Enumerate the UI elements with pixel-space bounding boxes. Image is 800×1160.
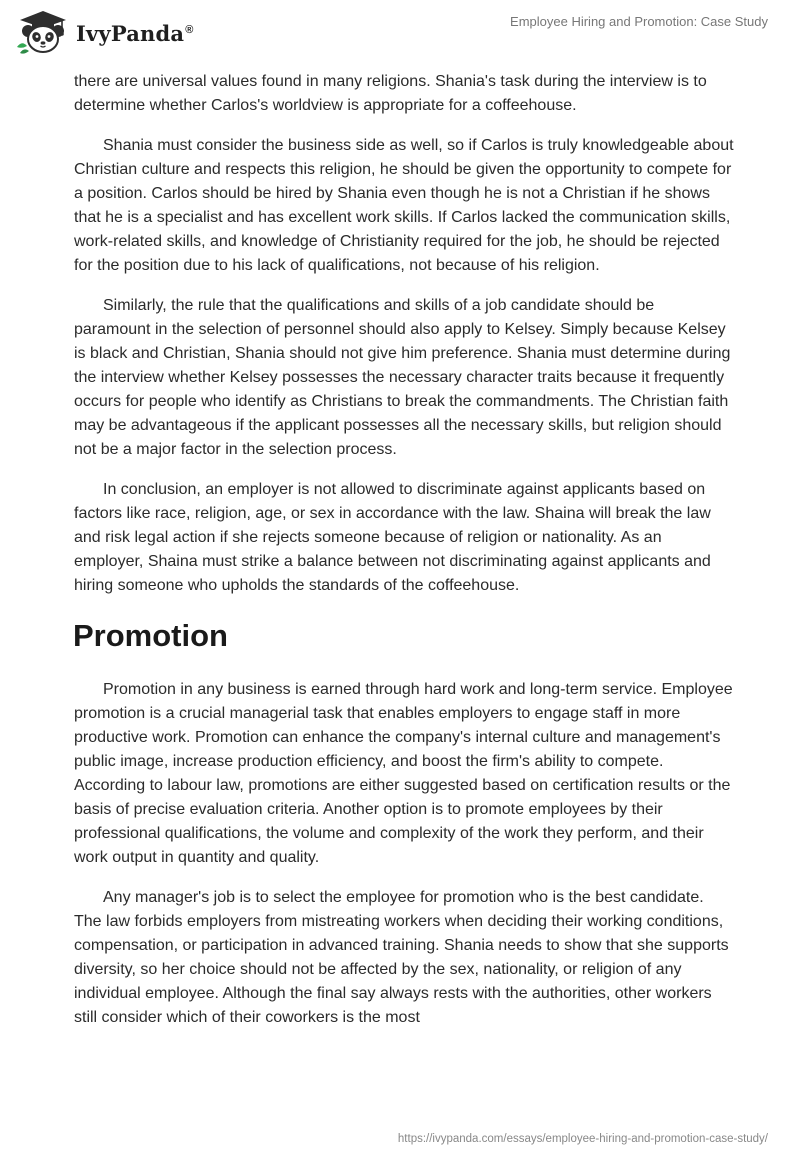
source-url[interactable]: https://ivypanda.com/essays/employee-hiring-and-promotion-case-study/ xyxy=(397,1133,768,1145)
paragraph: In conclusion, an employer is not allowed to discriminate against applicants based on factors like race, religion, age, or sex in accordance with the law. Shaina will break the law and risk legal action if she rejects someone because of religion or nationality. As an employer, Shaina must strike a balance between not discriminating against applicants and hiring someone who upholds the standards of the coffeehouse. xyxy=(74,481,711,594)
logo[interactable] xyxy=(14,9,194,55)
paragraph: Similarly, the rule that the qualifications and skills of a job candidate should be paramount in the selection of personnel should also apply to Kelsey. Simply because Kelsey is black and Christian, Shania should not give him preference. Shania must determine during the interview whether Kelsey possesses the necessary character traits because it frequently occurs for people who identify as Christians to break the commandments. The Christian faith may be advantageous if the applicant possesses all the necessary skills, but religion should not be a major factor in the selection process. xyxy=(74,297,731,458)
paragraph: Promotion in any business is earned through hard work and long-term service. Employee promotion is a crucial managerial task that enables employers to engage staff in more productive work. Promotion can enhance the company's internal culture and management's public image, increase production efficiency, and boost the firm's ability to compete. According to labour law, promotions are either suggested based on certification results or the basis of precise evaluation criteria. Another option is to promote employees by their professional qualifications, the volume and complexity of the work they perform, and their work output in quantity and quality. xyxy=(74,681,733,866)
article-body xyxy=(74,70,734,1046)
paragraph: Shania must consider the business side as well, so if Carlos is truly knowledgeable about Christian culture and respects this religion, he should be given the opportunity to compete for a position. Carlos should be hired by Shania even though he is not a Christian if he shows that he is a specialist and has excellent work skills. If Carlos lacked the communication skills, work-related skills, and knowledge of Christianity required for the job, he should be rejected for the position due to his lack of qualifications, not because of his religion. xyxy=(74,137,734,274)
paragraph: there are universal values found in many religions. Shania's task during the interview is to determine whether Carlos's worldview is appropriate for a coffeehouse. xyxy=(74,73,707,114)
brand-text: IvyPanda xyxy=(76,20,185,46)
registered-mark: ® xyxy=(185,23,194,36)
document-title: Employee Hiring and Promotion: Case Study xyxy=(510,14,768,29)
page-header xyxy=(0,0,800,70)
section-heading-promotion: Promotion xyxy=(73,618,228,653)
panda-graduate-icon xyxy=(14,9,72,55)
paragraph: Any manager's job is to select the employee for promotion who is the best candidate. The law forbids employers from mistreating workers when deciding their working conditions, compensation, or participation in advanced training. Shania needs to show that she supports diversity, so her choice should not be affected by the sex, nationality, or religion of any individual employee. Although the final say always rests with the authorities, other workers still consider which of their coworkers is the most xyxy=(74,889,729,1026)
brand-name xyxy=(76,20,194,46)
